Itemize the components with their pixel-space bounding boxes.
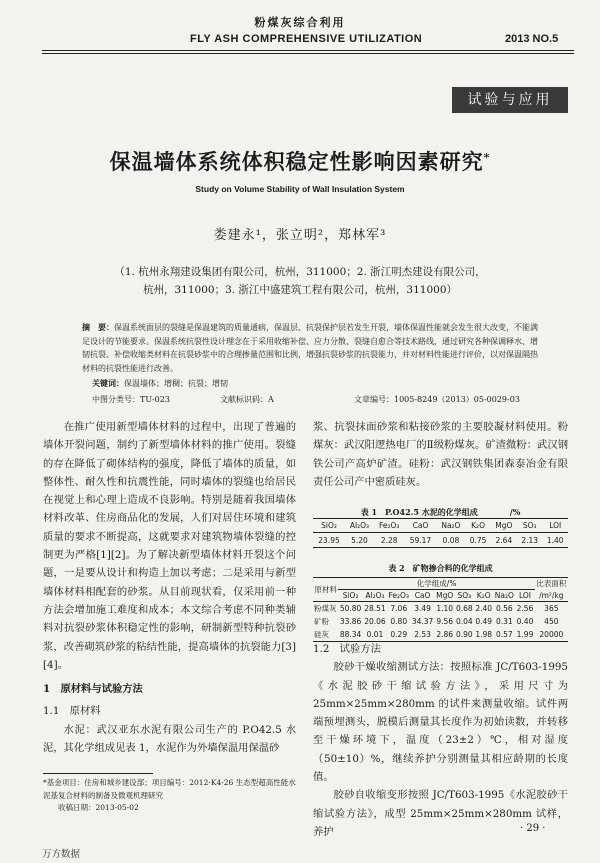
page-number: · 29 · xyxy=(520,823,546,834)
table-2-cell: 1.99 xyxy=(516,630,534,639)
journal-name-en: FLY ASH COMPREHENSIVE UTILIZATION xyxy=(190,33,423,45)
article-title xyxy=(0,146,600,176)
table-1 xyxy=(313,507,568,548)
table-1-cell: 2.64 xyxy=(495,535,513,545)
table-2-cell: 0.29 xyxy=(390,630,408,639)
table-2-header-cell: Na₂O xyxy=(494,591,514,600)
table-2-cell: 34.37 xyxy=(411,617,434,626)
table-2-cell: 33.86 xyxy=(339,617,362,626)
table-2-area-header: 比表面积 xyxy=(536,579,567,589)
table-2-header-cell: Fe₂O₃ xyxy=(388,591,409,600)
table-2-grid xyxy=(313,577,568,642)
table-2-cell: 20.06 xyxy=(364,617,386,626)
table-1-header-cell: Al₂O₃ xyxy=(345,519,374,533)
table-2-cell: 365 xyxy=(544,604,559,613)
document-code: 文献标识码：A xyxy=(220,395,274,404)
table-1-header-cell: SO₃ xyxy=(517,519,543,533)
right-column-bottom xyxy=(313,640,568,841)
right-column-top: 浆、抗裂抹面砂浆和粘接砂浆的主要胶凝材料使用。粉煤灰：武汉阳逻热电厂的Ⅱ级粉煤灰。矿渣微粉：武汉钢铁公司产高炉矿渣。硅粉：武汉钢铁集团森泰冶金有限责任公司产中密质硅灰。 xyxy=(313,421,568,488)
table-2-row xyxy=(313,602,568,616)
table-1-grid xyxy=(313,518,568,548)
table-2-col0-header: 原材料 xyxy=(313,578,338,602)
abstract-label: 摘 要： xyxy=(82,322,114,332)
table-2-header-cell: SO₃ xyxy=(455,590,474,602)
affiliation-line-1: （1. 杭州永翔建设集团有限公司，杭州，311000；2. 浙江明杰建设有限公司， xyxy=(114,266,486,278)
table-2-header-cell: LOI xyxy=(515,590,534,602)
table-2-cell: 50.80 xyxy=(339,604,362,613)
method-paragraph-1: 胶砂干燥收缩测试方法：按照标准 JC/T603-1995《水泥胶砂干缩试验方法》，采用尺寸为 25mm×25mm×280mm 的试件来测量收缩。试件两端预埋测头，脱模后测量其长度作为初始读数，并转移至干燥环境下，温度（23±2）℃，相对湿度（50±10）%，继续养护分别测量其相应龄期的长度值。 xyxy=(313,661,568,784)
table-2-cell: 1.10 xyxy=(436,604,454,613)
article-title-en: Study on Volume Stability of Wall Insulation System xyxy=(195,184,405,194)
table-2-group-header: 化学组成/% xyxy=(338,578,534,590)
header-rule-thin xyxy=(42,53,574,54)
table-1-header-cell: K₂O xyxy=(465,519,491,533)
article-number: 文章编号：1005-8249（2013）05-0029-03 xyxy=(354,395,520,404)
footnote-rule xyxy=(43,773,153,774)
authors: 娄建永¹，张立明²，郑林军³ xyxy=(213,228,387,243)
title-footnote-mark: * xyxy=(483,151,491,164)
table-1-cell: 0.08 xyxy=(442,535,460,545)
table-2-cell: 7.06 xyxy=(390,604,408,613)
table-2-header-cell: Al₂O₃ xyxy=(363,590,387,602)
table-2-row-label: 硅灰 xyxy=(314,630,329,639)
table-2-cell: 2.86 xyxy=(436,630,454,639)
keywords-text: 保温墙体；增稠；抗裂；增韧 xyxy=(124,379,228,388)
journal-name-cn: 粉煤灰综合利用 xyxy=(254,16,346,29)
article-title-text: 保温墙体系统体积稳定性影响因素研究 xyxy=(109,149,484,174)
table-2-cell: 0.49 xyxy=(475,617,493,626)
table-2-header-cell: MgO xyxy=(436,591,454,600)
table-2-header-cell: CaO xyxy=(410,590,434,602)
section-badge: 试验与应用 xyxy=(452,87,568,113)
table-2-cell: 0.56 xyxy=(495,604,513,613)
section-heading-1-2: 1.2 试验方法 xyxy=(313,643,381,655)
table-2-cell: 2.56 xyxy=(516,604,534,613)
table-2-header-cell: /m²/kg xyxy=(535,590,568,602)
table-2-cell: 450 xyxy=(544,617,559,626)
table-2-cell: 2.53 xyxy=(414,630,431,639)
table-2-cell: 1.98 xyxy=(475,630,493,639)
section-heading-1: 1 原材料与试验方法 xyxy=(43,683,143,696)
table-1-header-cell: LOI xyxy=(542,519,568,533)
table-1-header-cell: Na₂O xyxy=(437,519,466,533)
received-date: 收稿日期：2013-05-02 xyxy=(58,803,139,812)
table-1-cell: 1.40 xyxy=(546,535,564,545)
affiliation-line-2: 杭州，311000；3. 浙江中盛建筑工程有限公司，杭州，311000） xyxy=(142,284,458,296)
table-1-header-cell: CaO xyxy=(404,519,436,533)
table-2-row-label: 粉煤灰 xyxy=(314,604,337,613)
table-2-cell: 0.31 xyxy=(495,617,513,626)
table-2-row-label: 矿粉 xyxy=(314,617,329,626)
table-1-cell: 23.95 xyxy=(318,535,340,545)
intro-paragraph: 在推广使用新型墙体材料的过程中，出现了普遍的墙体开裂问题，制约了新型墙体材料的推广使用。裂缝的存在降低了砌体结构的强度，降低了墙体的质量，如整体性、耐久性和抗震性能，同时墙体的裂缝也给居民在视觉上和心理上造成不良影响。特别是随着我国墙体材料改革、住房商品化的发展，人们对居住环境和建筑质量的要求不断提高，这就要求对建筑物墙体裂缝的控制更为严格[1][2]。为了解决新型墙体材料开裂这个问题，一是要从设计和构造上加以考虑；二是采用与新型墙体材料相配套的砂浆。从目前现状看，仅采用前一种方法会增加施工难度和成本；本文综合考虑不同种类辅料对抗裂砂浆体积稳定性的影响，研制新型特种抗裂砂浆，改善砌筑砂浆的粘结性能，提高墙体的抗裂能力[3][4]。 xyxy=(43,421,296,671)
table-2-row xyxy=(313,615,568,628)
table-2-title: 表 2 矿物掺合料的化学组成 xyxy=(388,563,493,573)
table-1-cell: 59.17 xyxy=(409,535,432,545)
section-heading-1-1: 1.1 原材料 xyxy=(43,705,101,718)
table-1-cell: 2.28 xyxy=(380,535,398,545)
abstract-text: 保温系统面层的裂缝是保温建筑的质量通病，保温层、抗裂保护层若发生开裂，墙体保温性能就会发生很大改变，不能满足设计的节能要求。保温系统抗裂性设计理念在于采用收缩补偿、应力分散、裂缝自愈合等技术路线，通过研究各种保调释水、增韧抗裂、补偿收缩类材料在抗裂砂浆中的合理掺量范围和比例，增强抗裂砂浆的抗裂能力，并对材料性能进行评价，以对保温隔热材料的抗裂性能进行改善。 xyxy=(82,323,538,373)
table-2-cell: 0.68 xyxy=(455,604,473,613)
keywords-label: 关键词： xyxy=(92,378,124,388)
clc-number: 中图分类号：TU-023 xyxy=(92,395,170,404)
table-2-header-cell: SiO₂ xyxy=(338,590,362,602)
table-2 xyxy=(313,563,568,642)
table-1-title: 表 1 P.O42.5 水泥的化学组成 /% xyxy=(360,507,521,517)
method-paragraph-2: 胶砂自收缩变形按照 JC/T603-1995《水泥胶砂干缩试验方法》，成型 25mm×25mm×280mm 试样，养护 xyxy=(313,789,568,838)
table-1-cell: 0.75 xyxy=(469,535,487,545)
issue-number: 2013 NO.5 xyxy=(505,33,559,45)
table-2-header-cell: K₂O xyxy=(474,590,493,602)
table-2-cell: 9.56 xyxy=(436,617,454,626)
table-2-cell: 0.80 xyxy=(390,617,408,626)
header-rule xyxy=(42,50,574,51)
fund-note: *基金项目：住房和城乡建设部；项目编号：2012-K4-26 生态型超高性能水泥基复合材料的制备及微观机理研究 xyxy=(43,778,296,800)
keywords xyxy=(92,378,228,389)
table-1-header-cell: MgO xyxy=(491,519,517,533)
table-2-cell: 0.04 xyxy=(455,617,473,626)
table-2-cell: 88.34 xyxy=(339,630,362,639)
table-2-cell: 28.51 xyxy=(364,604,386,613)
table-2-cell: 20000 xyxy=(539,630,564,639)
table-2-cell: 0.90 xyxy=(455,630,473,639)
table-1-header-cell: Fe₂O₃ xyxy=(374,519,405,533)
cement-paragraph: 水泥：武汉亚东水泥有限公司生产的 P.O42.5 水泥，其化学组成见表 1，水泥作为外墙保温用保温砂 xyxy=(43,723,296,755)
table-1-cell: 2.13 xyxy=(521,535,539,545)
table-2-cell: 2.40 xyxy=(475,604,493,613)
table-2-cell: 0.01 xyxy=(366,630,384,639)
watermark: 万方数据 xyxy=(42,849,81,860)
table-2-cell: 0.57 xyxy=(495,630,513,639)
table-2-cell: 3.49 xyxy=(414,604,431,613)
footnote xyxy=(43,777,296,815)
abstract xyxy=(82,321,538,375)
table-2-cell: 0.40 xyxy=(516,617,534,626)
table-1-header-cell: SiO₂ xyxy=(313,519,345,533)
left-column xyxy=(43,418,296,757)
affiliations xyxy=(0,263,600,299)
table-1-cell: 5.20 xyxy=(351,535,368,545)
